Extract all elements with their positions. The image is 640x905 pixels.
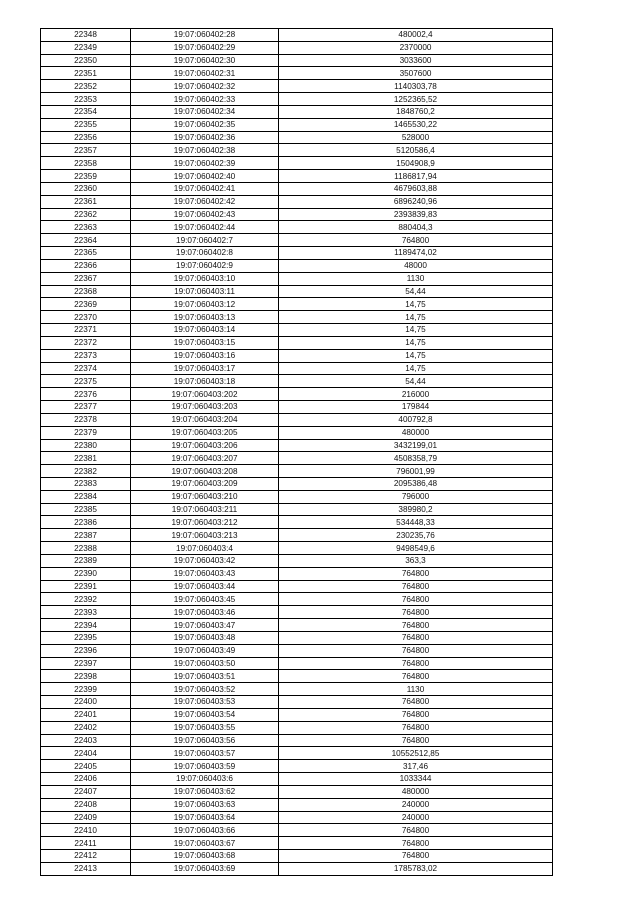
- row-number-cell: 22359: [41, 170, 131, 183]
- cadastral-number-cell: 19:07:060403:13: [131, 311, 279, 324]
- row-number-cell: 22385: [41, 503, 131, 516]
- row-number-cell: 22377: [41, 401, 131, 414]
- value-cell: 54,44: [279, 375, 553, 388]
- row-number-cell: 22367: [41, 272, 131, 285]
- value-cell: 1033344: [279, 773, 553, 786]
- cadastral-number-cell: 19:07:060403:202: [131, 388, 279, 401]
- table-row: [41, 580, 553, 593]
- value-cell: 389980,2: [279, 503, 553, 516]
- table-row: [41, 554, 553, 567]
- table-row: [41, 259, 553, 272]
- row-number-cell: 22358: [41, 157, 131, 170]
- cadastral-number-cell: 19:07:060403:49: [131, 644, 279, 657]
- row-number-cell: 22378: [41, 413, 131, 426]
- table-row: [41, 734, 553, 747]
- table-row: [41, 29, 553, 42]
- row-number-cell: 22390: [41, 567, 131, 580]
- row-number-cell: 22352: [41, 80, 131, 93]
- row-number-cell: 22357: [41, 144, 131, 157]
- cadastral-number-cell: 19:07:060403:212: [131, 516, 279, 529]
- value-cell: 240000: [279, 798, 553, 811]
- cadastral-number-cell: 19:07:060403:69: [131, 862, 279, 875]
- table-row: [41, 54, 553, 67]
- row-number-cell: 22403: [41, 734, 131, 747]
- table-row: [41, 798, 553, 811]
- table-row: [41, 298, 553, 311]
- row-number-cell: 22391: [41, 580, 131, 593]
- cadastral-number-cell: 19:07:060402:35: [131, 118, 279, 131]
- table-row: [41, 131, 553, 144]
- value-cell: 14,75: [279, 362, 553, 375]
- cadastral-number-cell: 19:07:060403:56: [131, 734, 279, 747]
- cadastral-number-cell: 19:07:060402:34: [131, 105, 279, 118]
- row-number-cell: 22396: [41, 644, 131, 657]
- row-number-cell: 22409: [41, 811, 131, 824]
- value-cell: 5120586,4: [279, 144, 553, 157]
- cadastral-number-cell: 19:07:060403:208: [131, 465, 279, 478]
- row-number-cell: 22388: [41, 542, 131, 555]
- cadastral-number-cell: 19:07:060402:8: [131, 247, 279, 260]
- table-row: [41, 118, 553, 131]
- value-cell: 14,75: [279, 298, 553, 311]
- cadastral-number-cell: 19:07:060403:203: [131, 401, 279, 414]
- table-row: [41, 413, 553, 426]
- value-cell: 764800: [279, 631, 553, 644]
- row-number-cell: 22382: [41, 465, 131, 478]
- row-number-cell: 22361: [41, 195, 131, 208]
- cadastral-number-cell: 19:07:060402:40: [131, 170, 279, 183]
- cadastral-number-cell: 19:07:060403:14: [131, 324, 279, 337]
- table-row: [41, 747, 553, 760]
- table-row: [41, 234, 553, 247]
- table-row: [41, 285, 553, 298]
- table-row: [41, 708, 553, 721]
- cadastral-number-cell: 19:07:060402:32: [131, 80, 279, 93]
- row-number-cell: 22360: [41, 182, 131, 195]
- value-cell: 3033600: [279, 54, 553, 67]
- cadastral-number-cell: 19:07:060403:55: [131, 721, 279, 734]
- cadastral-number-cell: 19:07:060403:64: [131, 811, 279, 824]
- cadastral-number-cell: 19:07:060403:204: [131, 413, 279, 426]
- value-cell: 480002,4: [279, 29, 553, 42]
- row-number-cell: 22381: [41, 452, 131, 465]
- cadastral-number-cell: 19:07:060403:205: [131, 426, 279, 439]
- row-number-cell: 22379: [41, 426, 131, 439]
- row-number-cell: 22375: [41, 375, 131, 388]
- table-row: [41, 837, 553, 850]
- table-row: [41, 170, 553, 183]
- table-row: [41, 195, 553, 208]
- value-cell: 54,44: [279, 285, 553, 298]
- table-row: [41, 542, 553, 555]
- value-cell: 317,46: [279, 760, 553, 773]
- value-cell: 1504908,9: [279, 157, 553, 170]
- cadastral-number-cell: 19:07:060402:29: [131, 41, 279, 54]
- row-number-cell: 22389: [41, 554, 131, 567]
- row-number-cell: 22412: [41, 850, 131, 863]
- cadastral-number-cell: 19:07:060403:46: [131, 606, 279, 619]
- table-row: [41, 157, 553, 170]
- row-number-cell: 22393: [41, 606, 131, 619]
- cadastral-number-cell: 19:07:060403:209: [131, 477, 279, 490]
- cadastral-number-cell: 19:07:060403:18: [131, 375, 279, 388]
- value-cell: 3432199,01: [279, 439, 553, 452]
- table-row: [41, 311, 553, 324]
- cadastral-number-cell: 19:07:060402:33: [131, 93, 279, 106]
- value-cell: 230235,76: [279, 529, 553, 542]
- row-number-cell: 22413: [41, 862, 131, 875]
- table-row: [41, 452, 553, 465]
- cadastral-number-cell: 19:07:060403:54: [131, 708, 279, 721]
- table-row: [41, 862, 553, 875]
- row-number-cell: 22356: [41, 131, 131, 144]
- value-cell: 1130: [279, 683, 553, 696]
- row-number-cell: 22370: [41, 311, 131, 324]
- cadastral-number-cell: 19:07:060402:41: [131, 182, 279, 195]
- row-number-cell: 22384: [41, 490, 131, 503]
- value-cell: 764800: [279, 606, 553, 619]
- value-cell: 14,75: [279, 324, 553, 337]
- cadastral-number-cell: 19:07:060403:43: [131, 567, 279, 580]
- cadastral-number-cell: 19:07:060402:42: [131, 195, 279, 208]
- value-cell: 764800: [279, 593, 553, 606]
- table-row: [41, 272, 553, 285]
- row-number-cell: 22354: [41, 105, 131, 118]
- cadastral-number-cell: 19:07:060403:53: [131, 696, 279, 709]
- cadastral-number-cell: 19:07:060403:62: [131, 785, 279, 798]
- row-number-cell: 22405: [41, 760, 131, 773]
- table-row: [41, 93, 553, 106]
- value-cell: 2393839,83: [279, 208, 553, 221]
- value-cell: 1252365,52: [279, 93, 553, 106]
- row-number-cell: 22376: [41, 388, 131, 401]
- row-number-cell: 22353: [41, 93, 131, 106]
- value-cell: 14,75: [279, 311, 553, 324]
- cadastral-number-cell: 19:07:060402:43: [131, 208, 279, 221]
- value-cell: 764800: [279, 850, 553, 863]
- table-row: [41, 477, 553, 490]
- value-cell: 179844: [279, 401, 553, 414]
- row-number-cell: 22394: [41, 619, 131, 632]
- cadastral-number-cell: 19:07:060403:6: [131, 773, 279, 786]
- row-number-cell: 22380: [41, 439, 131, 452]
- table-row: [41, 785, 553, 798]
- row-number-cell: 22399: [41, 683, 131, 696]
- value-cell: 2370000: [279, 41, 553, 54]
- value-cell: 14,75: [279, 336, 553, 349]
- cadastral-number-cell: 19:07:060403:15: [131, 336, 279, 349]
- cadastral-number-cell: 19:07:060402:30: [131, 54, 279, 67]
- row-number-cell: 22348: [41, 29, 131, 42]
- value-cell: 1465530,22: [279, 118, 553, 131]
- value-cell: 4679603,88: [279, 182, 553, 195]
- row-number-cell: 22411: [41, 837, 131, 850]
- value-cell: 1189474,02: [279, 247, 553, 260]
- row-number-cell: 22400: [41, 696, 131, 709]
- table-row: [41, 439, 553, 452]
- table-row: [41, 657, 553, 670]
- cadastral-number-cell: 19:07:060403:48: [131, 631, 279, 644]
- table-row: [41, 773, 553, 786]
- row-number-cell: 22368: [41, 285, 131, 298]
- value-cell: 764800: [279, 824, 553, 837]
- cadastral-number-cell: 19:07:060403:16: [131, 349, 279, 362]
- table-row: [41, 221, 553, 234]
- table-row: [41, 80, 553, 93]
- value-cell: 764800: [279, 657, 553, 670]
- row-number-cell: 22355: [41, 118, 131, 131]
- row-number-cell: 22386: [41, 516, 131, 529]
- row-number-cell: 22365: [41, 247, 131, 260]
- value-cell: 480000: [279, 426, 553, 439]
- value-cell: 796001,99: [279, 465, 553, 478]
- table-row: [41, 670, 553, 683]
- cadastral-number-cell: 19:07:060403:4: [131, 542, 279, 555]
- table-row: [41, 465, 553, 478]
- row-number-cell: 22383: [41, 477, 131, 490]
- table-row: [41, 182, 553, 195]
- cadastral-number-cell: 19:07:060403:206: [131, 439, 279, 452]
- table-row: [41, 529, 553, 542]
- value-cell: 528000: [279, 131, 553, 144]
- value-cell: 9498549,6: [279, 542, 553, 555]
- row-number-cell: 22404: [41, 747, 131, 760]
- row-number-cell: 22371: [41, 324, 131, 337]
- cadastral-number-cell: 19:07:060402:9: [131, 259, 279, 272]
- value-cell: 2095386,48: [279, 477, 553, 490]
- value-cell: 1140303,78: [279, 80, 553, 93]
- row-number-cell: 22408: [41, 798, 131, 811]
- table-row: [41, 349, 553, 362]
- row-number-cell: 22362: [41, 208, 131, 221]
- table-row: [41, 567, 553, 580]
- table-row: [41, 696, 553, 709]
- table-row: [41, 721, 553, 734]
- row-number-cell: 22374: [41, 362, 131, 375]
- value-cell: 3507600: [279, 67, 553, 80]
- row-number-cell: 22373: [41, 349, 131, 362]
- row-number-cell: 22406: [41, 773, 131, 786]
- value-cell: 764800: [279, 580, 553, 593]
- value-cell: 400792,8: [279, 413, 553, 426]
- cadastral-number-cell: 19:07:060403:68: [131, 850, 279, 863]
- cadastral-number-cell: 19:07:060403:213: [131, 529, 279, 542]
- row-number-cell: 22392: [41, 593, 131, 606]
- table-row: [41, 850, 553, 863]
- value-cell: 764800: [279, 696, 553, 709]
- cadastral-number-cell: 19:07:060403:17: [131, 362, 279, 375]
- value-cell: 764800: [279, 708, 553, 721]
- row-number-cell: 22398: [41, 670, 131, 683]
- value-cell: 480000: [279, 785, 553, 798]
- table-row: [41, 208, 553, 221]
- table-row: [41, 619, 553, 632]
- value-cell: 14,75: [279, 349, 553, 362]
- table-row: [41, 760, 553, 773]
- cadastral-number-cell: 19:07:060403:59: [131, 760, 279, 773]
- table-row: [41, 631, 553, 644]
- cadastral-number-cell: 19:07:060403:207: [131, 452, 279, 465]
- value-cell: 764800: [279, 670, 553, 683]
- value-cell: 1848760,2: [279, 105, 553, 118]
- value-cell: 764800: [279, 837, 553, 850]
- row-number-cell: 22369: [41, 298, 131, 311]
- row-number-cell: 22364: [41, 234, 131, 247]
- cadastral-number-cell: 19:07:060403:52: [131, 683, 279, 696]
- cadastral-number-cell: 19:07:060403:42: [131, 554, 279, 567]
- row-number-cell: 22387: [41, 529, 131, 542]
- value-cell: 764800: [279, 567, 553, 580]
- table-row: [41, 401, 553, 414]
- row-number-cell: 22401: [41, 708, 131, 721]
- table-row: [41, 593, 553, 606]
- value-cell: 363,3: [279, 554, 553, 567]
- table-row: [41, 644, 553, 657]
- row-number-cell: 22363: [41, 221, 131, 234]
- row-number-cell: 22397: [41, 657, 131, 670]
- cadastral-number-cell: 19:07:060403:57: [131, 747, 279, 760]
- cadastral-number-cell: 19:07:060403:210: [131, 490, 279, 503]
- value-cell: 764800: [279, 721, 553, 734]
- table-row: [41, 503, 553, 516]
- row-number-cell: 22407: [41, 785, 131, 798]
- table-row: [41, 388, 553, 401]
- value-cell: 216000: [279, 388, 553, 401]
- cadastral-number-cell: 19:07:060403:12: [131, 298, 279, 311]
- table-row: [41, 362, 553, 375]
- cadastral-number-cell: 19:07:060402:36: [131, 131, 279, 144]
- cadastral-value-table: [40, 28, 553, 876]
- value-cell: 796000: [279, 490, 553, 503]
- value-cell: 6896240,96: [279, 195, 553, 208]
- value-cell: 880404,3: [279, 221, 553, 234]
- cadastral-number-cell: 19:07:060403:10: [131, 272, 279, 285]
- row-number-cell: 22372: [41, 336, 131, 349]
- table-row: [41, 375, 553, 388]
- row-number-cell: 22349: [41, 41, 131, 54]
- cadastral-number-cell: 19:07:060403:45: [131, 593, 279, 606]
- table-row: [41, 144, 553, 157]
- value-cell: 764800: [279, 619, 553, 632]
- table-row: [41, 41, 553, 54]
- cadastral-number-cell: 19:07:060403:63: [131, 798, 279, 811]
- cadastral-number-cell: 19:07:060403:47: [131, 619, 279, 632]
- cadastral-number-cell: 19:07:060403:67: [131, 837, 279, 850]
- value-cell: 1785783,02: [279, 862, 553, 875]
- value-cell: 240000: [279, 811, 553, 824]
- table-row: [41, 105, 553, 118]
- value-cell: 764800: [279, 234, 553, 247]
- table-row: [41, 606, 553, 619]
- value-cell: 10552512,85: [279, 747, 553, 760]
- cadastral-number-cell: 19:07:060403:211: [131, 503, 279, 516]
- value-cell: 764800: [279, 734, 553, 747]
- cadastral-number-cell: 19:07:060402:28: [131, 29, 279, 42]
- cadastral-number-cell: 19:07:060402:44: [131, 221, 279, 234]
- value-cell: 764800: [279, 644, 553, 657]
- row-number-cell: 22366: [41, 259, 131, 272]
- table-row: [41, 324, 553, 337]
- cadastral-number-cell: 19:07:060402:39: [131, 157, 279, 170]
- row-number-cell: 22410: [41, 824, 131, 837]
- row-number-cell: 22402: [41, 721, 131, 734]
- table-row: [41, 426, 553, 439]
- cadastral-number-cell: 19:07:060403:50: [131, 657, 279, 670]
- cadastral-number-cell: 19:07:060402:38: [131, 144, 279, 157]
- value-cell: 4508358,79: [279, 452, 553, 465]
- table-row: [41, 247, 553, 260]
- cadastral-number-cell: 19:07:060403:51: [131, 670, 279, 683]
- cadastral-number-cell: 19:07:060402:7: [131, 234, 279, 247]
- cadastral-number-cell: 19:07:060403:66: [131, 824, 279, 837]
- cadastral-number-cell: 19:07:060403:44: [131, 580, 279, 593]
- table-row: [41, 490, 553, 503]
- row-number-cell: 22350: [41, 54, 131, 67]
- cadastral-number-cell: 19:07:060403:11: [131, 285, 279, 298]
- table-row: [41, 516, 553, 529]
- cadastral-number-cell: 19:07:060402:31: [131, 67, 279, 80]
- table-row: [41, 336, 553, 349]
- row-number-cell: 22395: [41, 631, 131, 644]
- table-body: [41, 29, 553, 876]
- row-number-cell: 22351: [41, 67, 131, 80]
- table-row: [41, 67, 553, 80]
- table-row: [41, 811, 553, 824]
- value-cell: 48000: [279, 259, 553, 272]
- table-row: [41, 824, 553, 837]
- value-cell: 1130: [279, 272, 553, 285]
- table-row: [41, 683, 553, 696]
- value-cell: 1186817,94: [279, 170, 553, 183]
- value-cell: 534448,33: [279, 516, 553, 529]
